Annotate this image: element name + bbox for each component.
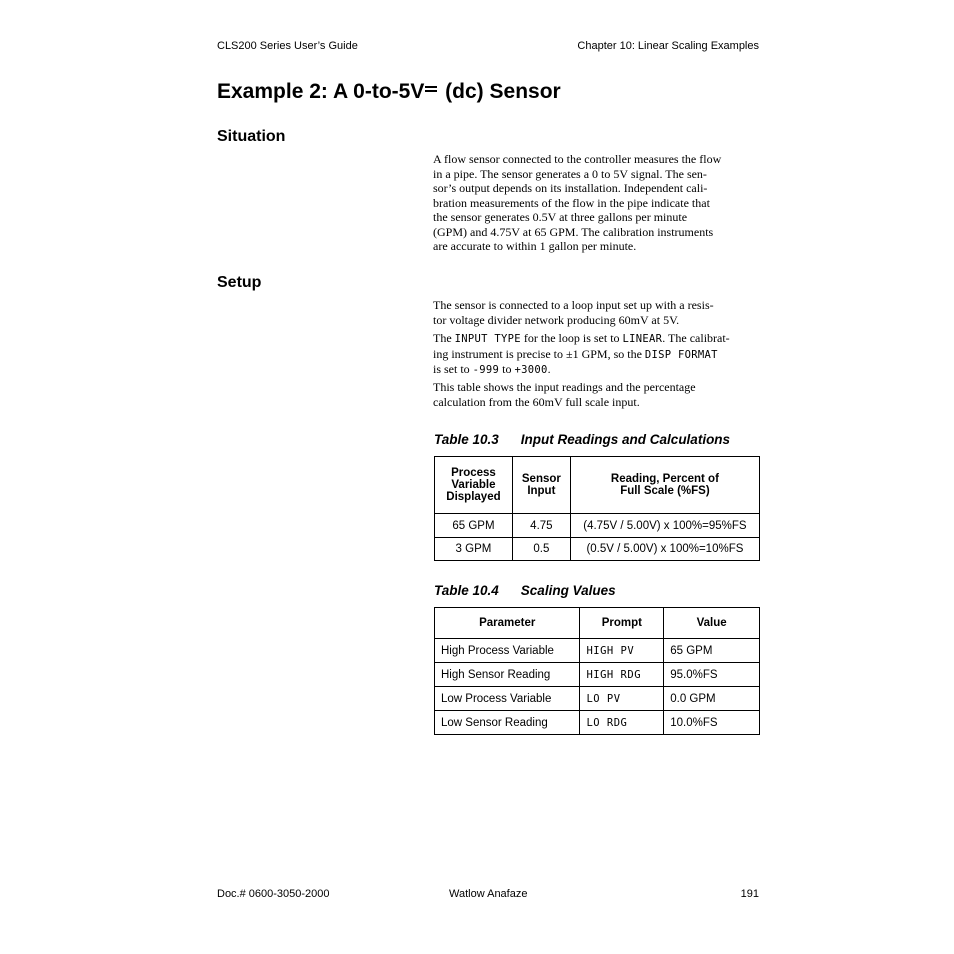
situation-line: sor’s output depends on its installation. Independent cali-: [433, 181, 708, 195]
setup-line: This table shows the input readings and the percentage: [433, 380, 696, 394]
table-cell: Low Process Variable: [435, 687, 580, 711]
table-row: [435, 514, 760, 538]
table1-caption: [434, 432, 730, 447]
table-cell: HIGH PV: [580, 639, 664, 663]
table1-number: Table 10.3: [434, 432, 499, 447]
table-header-row: [435, 608, 760, 639]
table-row: [435, 663, 760, 687]
column-header: Value: [664, 608, 760, 639]
table-cell: LO RDG: [580, 711, 664, 735]
table-cell: 4.75: [512, 514, 570, 538]
table-cell: High Process Variable: [435, 639, 580, 663]
setup-paragraph-1: [433, 298, 761, 327]
table-cell: 3 GPM: [435, 538, 513, 561]
table-cell: 95.0%FS: [664, 663, 760, 687]
param-linear: LINEAR: [622, 333, 663, 345]
scaling-values-table: [434, 607, 760, 735]
column-header: Sensor Input: [512, 457, 570, 514]
table-cell: HIGH RDG: [580, 663, 664, 687]
table-cell: High Sensor Reading: [435, 663, 580, 687]
param-max: +3000: [514, 364, 548, 376]
situation-heading: Situation: [217, 128, 286, 145]
table-cell: 65 GPM: [664, 639, 760, 663]
setup-paragraph-3: [433, 380, 761, 409]
situation-line: (GPM) and 4.75V at 65 GPM. The calibration instruments: [433, 224, 714, 239]
title-suffix: (dc) Sensor: [439, 80, 561, 103]
table-row: [435, 687, 760, 711]
column-header: Process Variable Displayed: [435, 457, 513, 514]
table-cell: (0.5V / 5.00V) x 100%=10%FS: [570, 538, 759, 561]
param-disp-format: DISP FORMAT: [644, 348, 718, 361]
param-input-type: INPUT TYPE: [454, 333, 521, 345]
table-row: [435, 711, 760, 735]
param-min: -999: [472, 364, 500, 376]
title-prefix: Example 2: A 0-to-5V: [217, 80, 425, 103]
column-header: Prompt: [580, 608, 664, 639]
setup-line: tor voltage divider network producing 60mV at 5V.: [433, 312, 680, 327]
table-cell: 10.0%FS: [664, 711, 760, 735]
situation-paragraph: [433, 152, 761, 254]
table-header-row: [435, 457, 760, 514]
page-title: [217, 80, 561, 104]
table-cell: (4.75V / 5.00V) x 100%=95%FS: [570, 514, 759, 538]
setup-line: The sensor is connected to a loop input set up with a resis-: [433, 298, 714, 312]
page-number: 191: [740, 888, 759, 900]
running-header-right: Chapter 10: Linear Scaling Examples: [577, 40, 759, 52]
setup-line: calculation from the 60mV full scale input.: [433, 394, 640, 409]
setup-paragraph-2: The INPUT TYPE for the loop is set to LINEAR. The calibrat- ing instrument is precise to ±1 GPM, so the DISP FORMAT is set to -999 to +3000.: [433, 331, 730, 376]
table-row: [435, 639, 760, 663]
input-readings-table: [434, 456, 760, 561]
dc-symbol-icon: [425, 86, 437, 92]
situation-line: the sensor generates 0.5V at three gallons per minute: [433, 210, 688, 224]
table-cell: 0.0 GPM: [664, 687, 760, 711]
setup-heading: Setup: [217, 274, 262, 291]
table-cell: LO PV: [580, 687, 664, 711]
situation-line: A flow sensor connected to the controller measures the flow: [433, 152, 722, 166]
table2-caption: [434, 583, 616, 598]
table1-name: Input Readings and Calculations: [520, 432, 731, 447]
table-cell: 0.5: [512, 538, 570, 561]
column-header: Reading, Percent of Full Scale (%FS): [570, 457, 759, 514]
table-cell: Low Sensor Reading: [435, 711, 580, 735]
table-row: [435, 538, 760, 561]
table2-name: Scaling Values: [520, 583, 616, 598]
footer-company: Watlow Anafaze: [449, 888, 528, 900]
running-header-left: CLS200 Series User’s Guide: [217, 40, 358, 52]
situation-line: bration measurements of the flow in the pipe indicate that: [433, 195, 710, 210]
situation-line: are accurate to within 1 gallon per minute.: [433, 239, 637, 253]
table-cell: 65 GPM: [435, 514, 513, 538]
column-header: Parameter: [435, 608, 580, 639]
situation-line: in a pipe. The sensor generates a 0 to 5V signal. The sen-: [433, 166, 707, 181]
table2-number: Table 10.4: [434, 583, 499, 598]
footer-doc-number: Doc.# 0600-3050-2000: [217, 888, 330, 900]
